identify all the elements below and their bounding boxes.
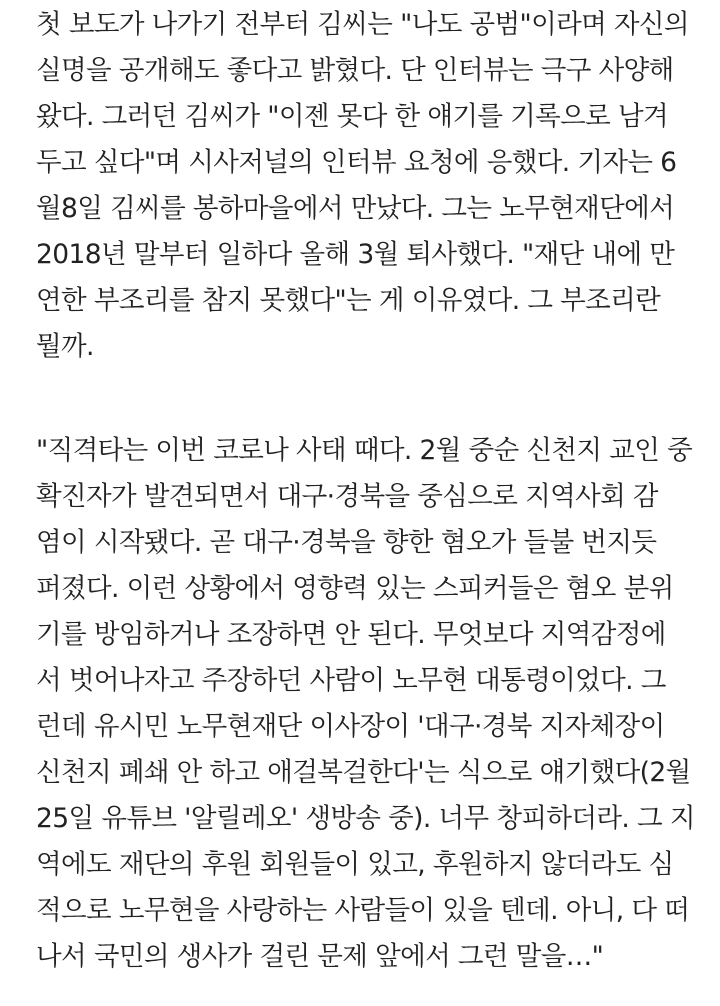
text-line: 서 벗어나자고 주장하던 사람이 노무현 대통령이었다. 그 xyxy=(36,665,666,696)
text-line: 염이 시작됐다. 곧 대구·경북을 향한 혐오가 들불 번지듯 xyxy=(36,527,657,558)
text-line: 25일 유튜브 '알릴레오' 생방송 중). 너무 창피하더라. 그 지 xyxy=(36,803,695,834)
paragraph-1 xyxy=(36,2,689,370)
text-line: 두고 싶다"며 시사저널의 인터뷰 요청에 응했다. 기자는 6 xyxy=(36,147,677,178)
text-line: "직격타는 이번 코로나 사태 때다. 2월 중순 신천지 교인 중 xyxy=(36,435,693,466)
text-line: 적으로 노무현을 사랑하는 사람들이 있을 텐데. 아니, 다 떠 xyxy=(36,895,690,926)
text-line: 신천지 폐쇄 안 하고 애걸복걸한다'는 식으로 얘기했다(2월 xyxy=(36,757,691,788)
text-line: 런데 유시민 노무현재단 이사장이 '대구·경북 지자체장이 xyxy=(36,711,665,742)
text-line: 연한 부조리를 참지 못했다"는 게 이유였다. 그 부조리란 xyxy=(36,285,661,316)
text-line: 뭘까. xyxy=(36,331,94,362)
text-line: 나서 국민의 생사가 걸린 문제 앞에서 그런 말을…" xyxy=(36,941,604,972)
text-line: 퍼졌다. 이런 상황에서 영향력 있는 스피커들은 혐오 분위 xyxy=(36,573,674,604)
text-line: 역에도 재단의 후원 회원들이 있고, 후원하지 않더라도 심 xyxy=(36,849,674,880)
text-line: 왔다. 그러던 김씨가 "이젠 못다 한 얘기를 기록으로 남겨 xyxy=(36,101,668,132)
paragraph-2 xyxy=(36,428,695,980)
text-line: 2018년 말부터 일하다 올해 3월 퇴사했다. "재단 내에 만 xyxy=(36,239,675,270)
text-line: 기를 방임하거나 조장하면 안 된다. 무엇보다 지역감정에 xyxy=(36,619,666,650)
text-line: 월8일 김씨를 봉하마을에서 만났다. 그는 노무현재단에서 xyxy=(36,193,675,224)
text-line: 확진자가 발견되면서 대구·경북을 중심으로 지역사회 감 xyxy=(36,481,658,512)
text-line: 실명을 공개해도 좋다고 밝혔다. 단 인터뷰는 극구 사양해 xyxy=(36,55,674,86)
text-line: 첫 보도가 나가기 전부터 김씨는 "나도 공범"이라며 자신의 xyxy=(36,9,689,40)
